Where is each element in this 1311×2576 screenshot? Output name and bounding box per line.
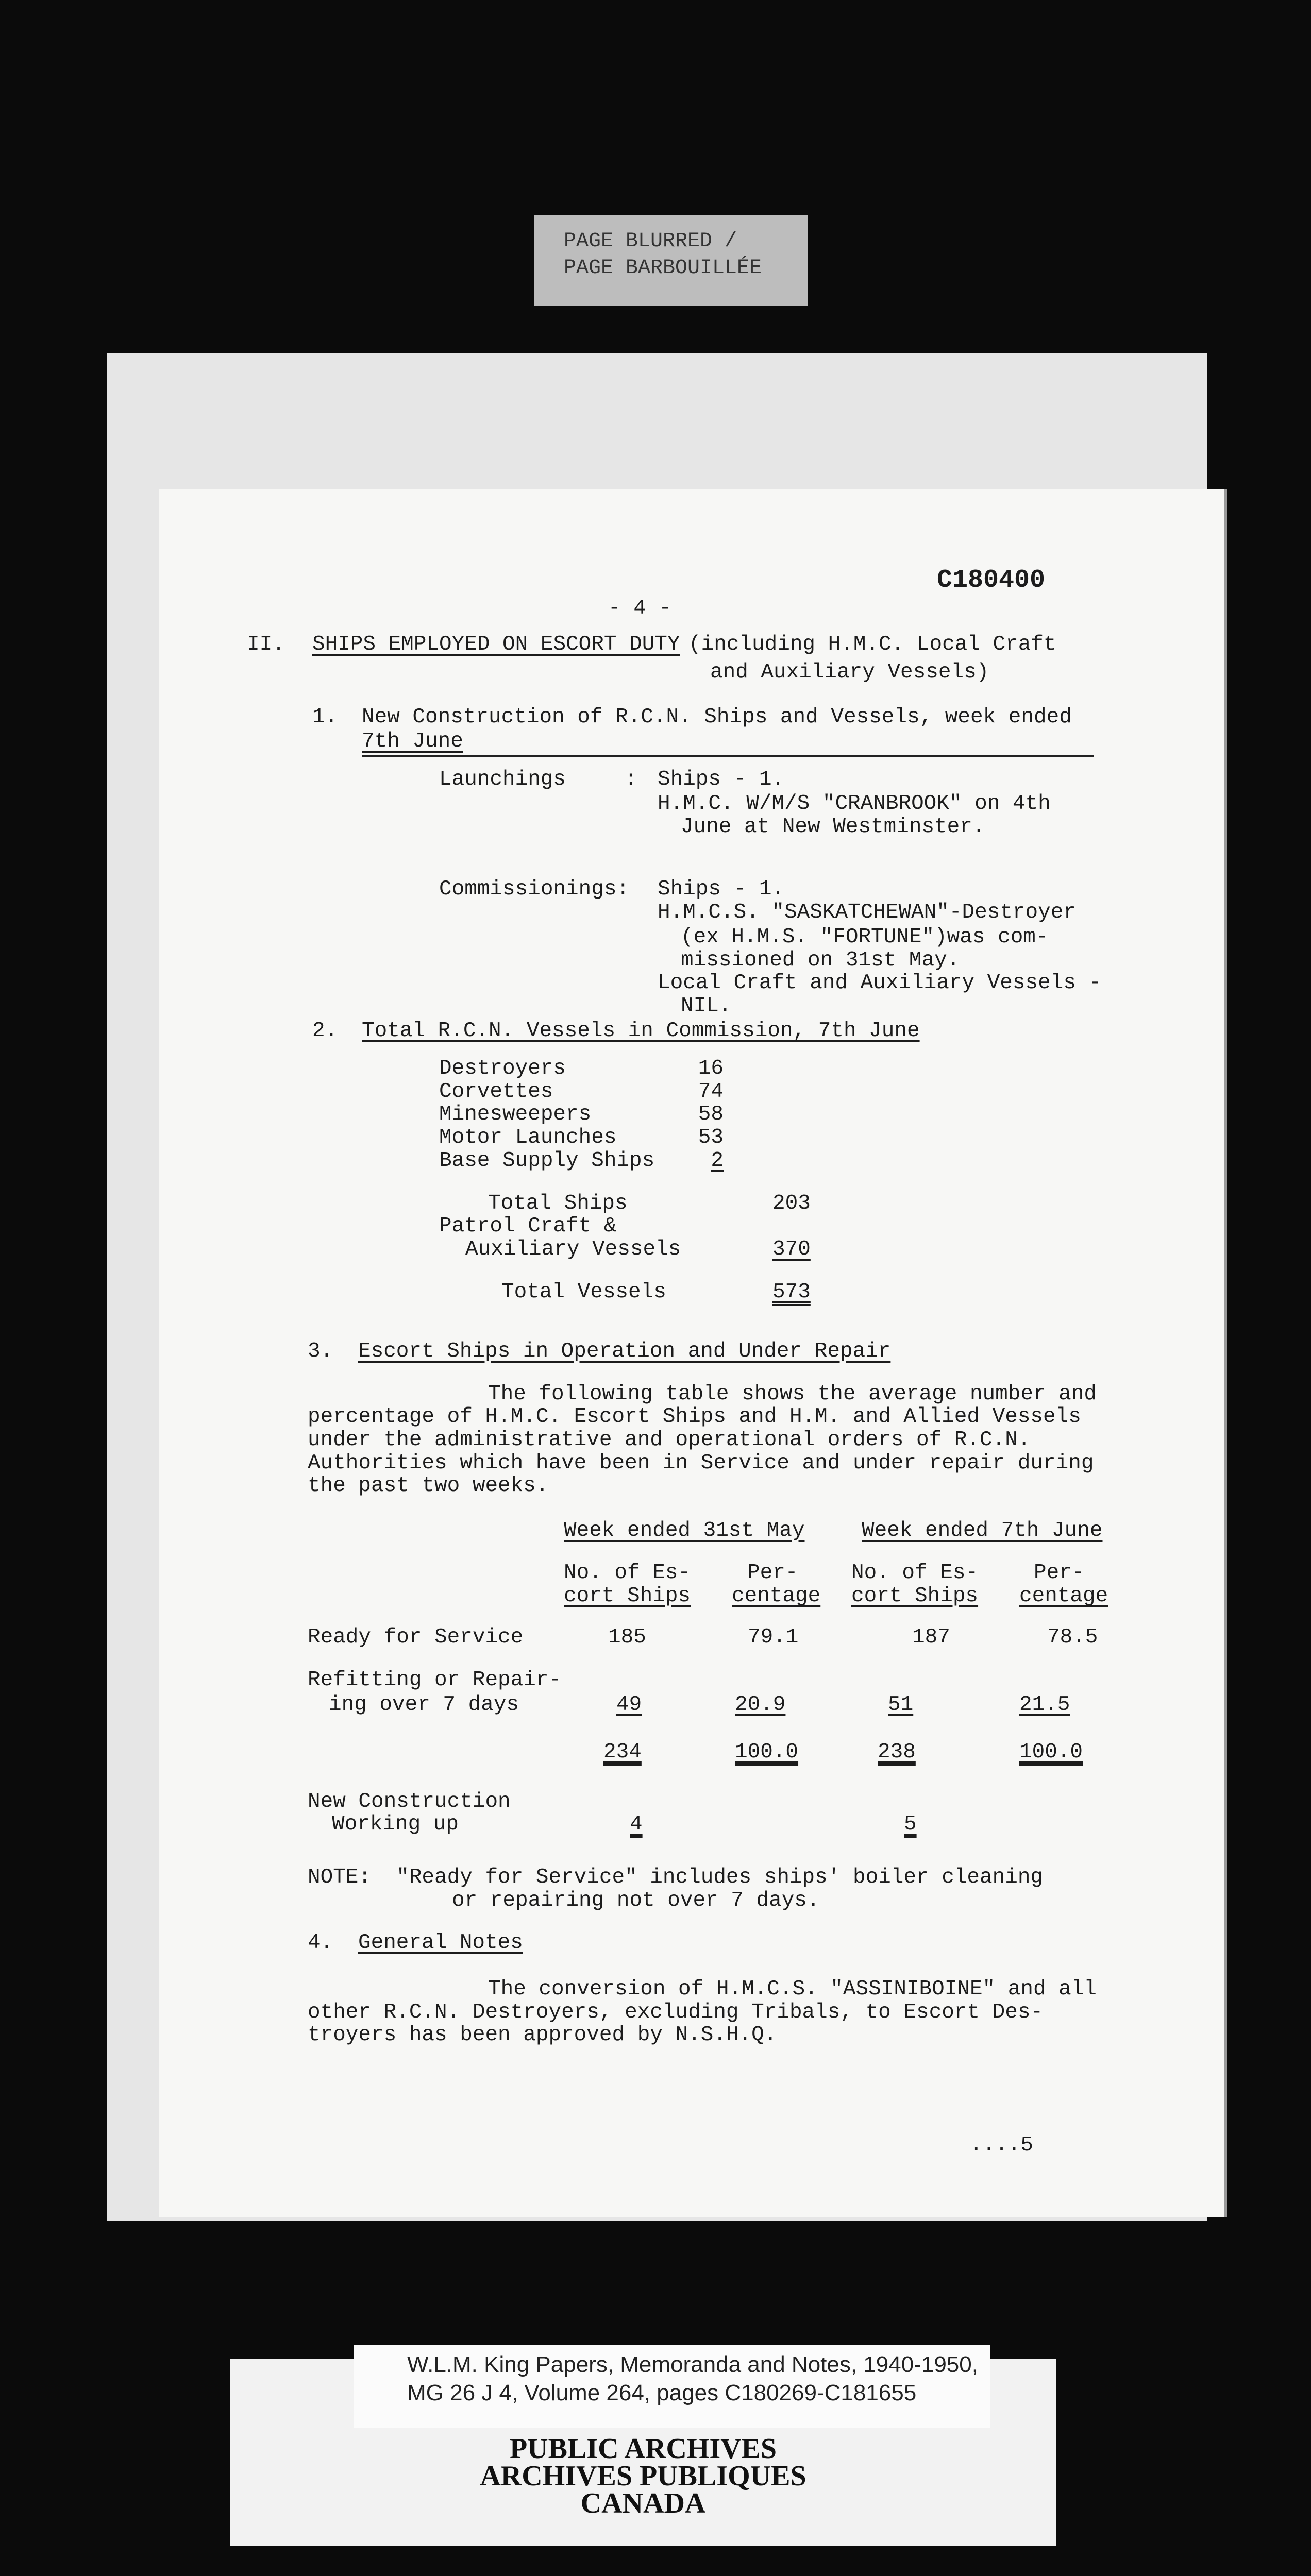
column-header: Per- xyxy=(747,1561,798,1585)
paragraph-line: other R.C.N. Destroyers, excluding Tribals, to Escort Des- xyxy=(308,2001,1044,2024)
note-line: or repairing not over 7 days. xyxy=(452,1889,820,1912)
table-total: 100.0 xyxy=(1019,1740,1083,1764)
comm-line: NIL. xyxy=(681,994,732,1018)
table-cell: 4 xyxy=(630,1812,643,1836)
comm-line: (ex H.M.S. "FORTUNE")was com- xyxy=(681,925,1049,949)
table-total: 234 xyxy=(603,1740,642,1764)
vessel-type: Motor Launches xyxy=(439,1126,617,1149)
table-total: 100.0 xyxy=(735,1740,799,1764)
item-title: New Construction of R.C.N. Ships and Vessels, week ended xyxy=(362,705,1072,729)
document-reference: C180400 xyxy=(937,566,1046,595)
section-number: II. xyxy=(247,633,285,656)
launch-line: June at New Westminster. xyxy=(681,815,985,839)
table-cell: 49 xyxy=(616,1693,642,1717)
group-header: Week ended 31st May xyxy=(564,1519,805,1543)
item-title: General Notes xyxy=(358,1931,523,1955)
row-label: Refitting or Repair- xyxy=(308,1668,562,1692)
item-number: 2. xyxy=(312,1019,338,1043)
column-header: Per- xyxy=(1034,1561,1085,1585)
section-title: SHIPS EMPLOYED ON ESCORT DUTY xyxy=(312,633,680,656)
table-cell: 21.5 xyxy=(1019,1693,1070,1717)
vessel-count: 2 xyxy=(711,1149,724,1173)
commissionings-label: Commissionings: xyxy=(439,877,630,901)
column-header: centage xyxy=(1019,1584,1108,1608)
table-cell: 20.9 xyxy=(735,1693,786,1717)
table-cell: 51 xyxy=(888,1693,914,1717)
row-label: ing over 7 days xyxy=(329,1693,519,1717)
title-underline xyxy=(362,755,1094,757)
vessel-count: 16 xyxy=(698,1057,724,1080)
table-cell: 185 xyxy=(608,1625,646,1649)
paragraph-line: troyers has been approved by N.S.H.Q. xyxy=(308,2023,777,2047)
paragraph-line: under the administrative and operational orders of R.C.N. xyxy=(308,1428,1031,1452)
column-header: cort Ships xyxy=(851,1584,979,1608)
vessel-type: Corvettes xyxy=(439,1080,553,1104)
archives-title: CANADA xyxy=(580,2487,706,2519)
total-ships-value: 203 xyxy=(772,1192,811,1215)
paragraph-line: the past two weeks. xyxy=(308,1474,549,1498)
row-label: Ready for Service xyxy=(308,1625,524,1649)
paragraph-line: Authorities which have been in Service and under repair during xyxy=(308,1451,1094,1475)
item-title: Escort Ships in Operation and Under Repair xyxy=(358,1340,891,1363)
citation-line: MG 26 J 4, Volume 264, pages C180269-C181655 xyxy=(407,2380,917,2405)
page-blurred-stamp xyxy=(534,215,808,306)
note-line: NOTE: "Ready for Service" includes ships' boiler cleaning xyxy=(308,1866,1044,1889)
group-header: Week ended 7th June xyxy=(862,1519,1103,1543)
table-cell: 5 xyxy=(904,1812,917,1836)
item-number: 1. xyxy=(312,705,338,729)
vessel-type: Base Supply Ships xyxy=(439,1149,655,1173)
vessel-count: 53 xyxy=(698,1126,724,1149)
row-label: Working up xyxy=(332,1812,459,1836)
continued-marker: ....5 xyxy=(970,2133,1034,2157)
patrol-label: Auxiliary Vessels xyxy=(465,1238,681,1261)
comm-line: Ships - 1. xyxy=(658,877,785,901)
total-vessels-value: 573 xyxy=(772,1280,811,1304)
launch-line: Ships - 1. xyxy=(658,768,785,791)
patrol-label: Patrol Craft & xyxy=(439,1214,617,1238)
paragraph-line: The following table shows the average number and xyxy=(488,1382,1097,1406)
total-ships-label: Total Ships xyxy=(488,1192,628,1215)
column-header: No. of Es- xyxy=(564,1561,691,1585)
archives-title: PUBLIC ARCHIVES xyxy=(509,2433,777,2465)
column-header: No. of Es- xyxy=(851,1561,979,1585)
item-number: 4. xyxy=(308,1931,333,1955)
section-subtitle: and Auxiliary Vessels) xyxy=(710,660,989,684)
colon: : xyxy=(625,768,637,791)
vessel-type: Destroyers xyxy=(439,1057,566,1080)
archives-title: ARCHIVES PUBLIQUES xyxy=(480,2460,806,2492)
item-number: 3. xyxy=(308,1340,333,1363)
column-header: centage xyxy=(732,1584,821,1608)
item-title: Total R.C.N. Vessels in Commission, 7th June xyxy=(362,1019,920,1043)
table-cell: 78.5 xyxy=(1047,1625,1098,1649)
page-number: - 4 - xyxy=(608,597,672,620)
section-subtitle: (including H.M.C. Local Craft xyxy=(688,633,1056,656)
vessel-count: 58 xyxy=(698,1103,724,1126)
vessel-count: 74 xyxy=(698,1080,724,1104)
paragraph-line: percentage of H.M.C. Escort Ships and H.M. and Allied Vessels xyxy=(308,1405,1081,1429)
citation-line: W.L.M. King Papers, Memoranda and Notes, 1940-1950, xyxy=(407,2352,978,2377)
row-label: New Construction xyxy=(308,1790,511,1814)
comm-line: Local Craft and Auxiliary Vessels - xyxy=(658,971,1102,995)
item-title: 7th June xyxy=(362,730,463,753)
column-header: cort Ships xyxy=(564,1584,691,1608)
comm-line: missioned on 31st May. xyxy=(681,948,960,972)
launch-line: H.M.C. W/M/S "CRANBROOK" on 4th xyxy=(658,792,1051,816)
stamp-line: PAGE BLURRED / xyxy=(564,230,737,253)
patrol-value: 370 xyxy=(772,1238,811,1261)
vessel-type: Minesweepers xyxy=(439,1103,592,1126)
total-vessels-label: Total Vessels xyxy=(501,1280,666,1304)
comm-line: H.M.C.S. "SASKATCHEWAN"-Destroyer xyxy=(658,901,1076,924)
launchings-label: Launchings xyxy=(439,768,566,791)
table-total: 238 xyxy=(878,1740,916,1764)
table-cell: 79.1 xyxy=(748,1625,799,1649)
stamp-line: PAGE BARBOUILLÉE xyxy=(564,257,762,280)
paragraph-line: The conversion of H.M.C.S. "ASSINIBOINE" and all xyxy=(488,1977,1097,2001)
table-cell: 187 xyxy=(912,1625,950,1649)
